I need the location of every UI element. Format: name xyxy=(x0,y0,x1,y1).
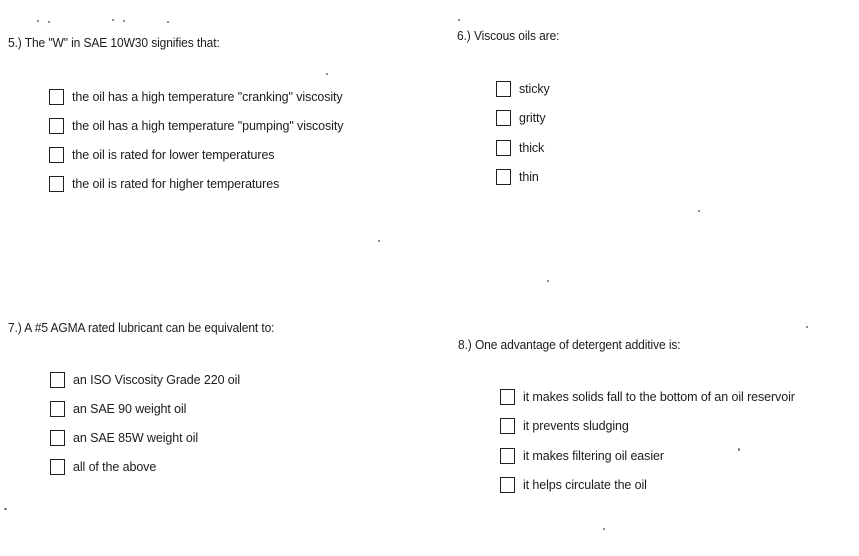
question-7-option[interactable] xyxy=(50,401,186,417)
option-label: the oil is rated for higher temperatures xyxy=(72,176,280,192)
question-5-option[interactable] xyxy=(49,118,343,134)
question-5-title: 5.) The "W" in SAE 10W30 signifies that: xyxy=(8,35,220,51)
scan-speck xyxy=(37,20,39,22)
scan-speck xyxy=(458,19,460,21)
scan-speck xyxy=(48,21,50,23)
checkbox[interactable] xyxy=(500,389,515,405)
checkbox[interactable] xyxy=(49,176,64,192)
checkbox[interactable] xyxy=(49,147,64,163)
checkbox[interactable] xyxy=(50,372,65,388)
option-label: all of the above xyxy=(73,459,157,475)
question-5-option[interactable] xyxy=(49,89,343,105)
scan-speck xyxy=(167,21,169,23)
checkbox[interactable] xyxy=(500,477,515,493)
question-6-option[interactable] xyxy=(496,110,546,126)
scan-speck xyxy=(806,326,808,328)
scan-speck xyxy=(326,73,328,75)
scan-speck xyxy=(698,210,700,212)
question-7-option[interactable] xyxy=(50,372,240,388)
scan-speck xyxy=(4,508,7,510)
scan-speck xyxy=(738,448,740,451)
option-label: it prevents sludging xyxy=(523,418,629,434)
checkbox[interactable] xyxy=(496,81,511,97)
option-label: the oil is rated for lower temperatures xyxy=(72,147,275,163)
scan-speck xyxy=(547,280,549,282)
question-8-option[interactable] xyxy=(500,418,629,434)
option-label: thick xyxy=(519,140,545,156)
option-label: it helps circulate the oil xyxy=(523,477,647,493)
option-label: an SAE 90 weight oil xyxy=(73,401,187,417)
option-label: sticky xyxy=(519,81,550,97)
checkbox[interactable] xyxy=(49,89,64,105)
option-label: gritty xyxy=(519,110,546,126)
question-5-option[interactable] xyxy=(49,147,274,163)
question-8-option[interactable] xyxy=(500,389,795,405)
option-label: an SAE 85W weight oil xyxy=(73,430,199,446)
question-5-option[interactable] xyxy=(49,176,279,192)
checkbox[interactable] xyxy=(500,418,515,434)
option-label: thin xyxy=(519,169,539,185)
option-label: it makes solids fall to the bottom of an oil reservoir xyxy=(523,389,795,405)
checkbox[interactable] xyxy=(496,110,511,126)
checkbox[interactable] xyxy=(500,448,515,464)
question-6-title: 6.) Viscous oils are: xyxy=(457,28,560,44)
question-7-option[interactable] xyxy=(50,459,156,475)
question-7-title: 7.) A #5 AGMA rated lubricant can be equivalent to: xyxy=(8,320,275,336)
question-7-option[interactable] xyxy=(50,430,198,446)
question-6-option[interactable] xyxy=(496,169,539,185)
question-8-title: 8.) One advantage of detergent additive is: xyxy=(458,337,681,353)
checkbox[interactable] xyxy=(496,140,511,156)
scan-speck xyxy=(603,528,605,530)
checkbox[interactable] xyxy=(50,459,65,475)
checkbox[interactable] xyxy=(496,169,511,185)
option-label: an ISO Viscosity Grade 220 oil xyxy=(73,372,240,388)
option-label: it makes filtering oil easier xyxy=(523,448,664,464)
checkbox[interactable] xyxy=(49,118,64,134)
scan-speck xyxy=(378,240,380,242)
question-8-option[interactable] xyxy=(500,448,664,464)
checkbox[interactable] xyxy=(50,401,65,417)
option-label: the oil has a high temperature "pumping" viscosity xyxy=(72,118,344,134)
checkbox[interactable] xyxy=(50,430,65,446)
question-8-option[interactable] xyxy=(500,477,647,493)
question-6-option[interactable] xyxy=(496,81,550,97)
scan-speck xyxy=(123,20,125,22)
option-label: the oil has a high temperature "cranking" viscosity xyxy=(72,89,343,105)
scan-speck xyxy=(112,19,114,21)
question-6-option[interactable] xyxy=(496,140,544,156)
